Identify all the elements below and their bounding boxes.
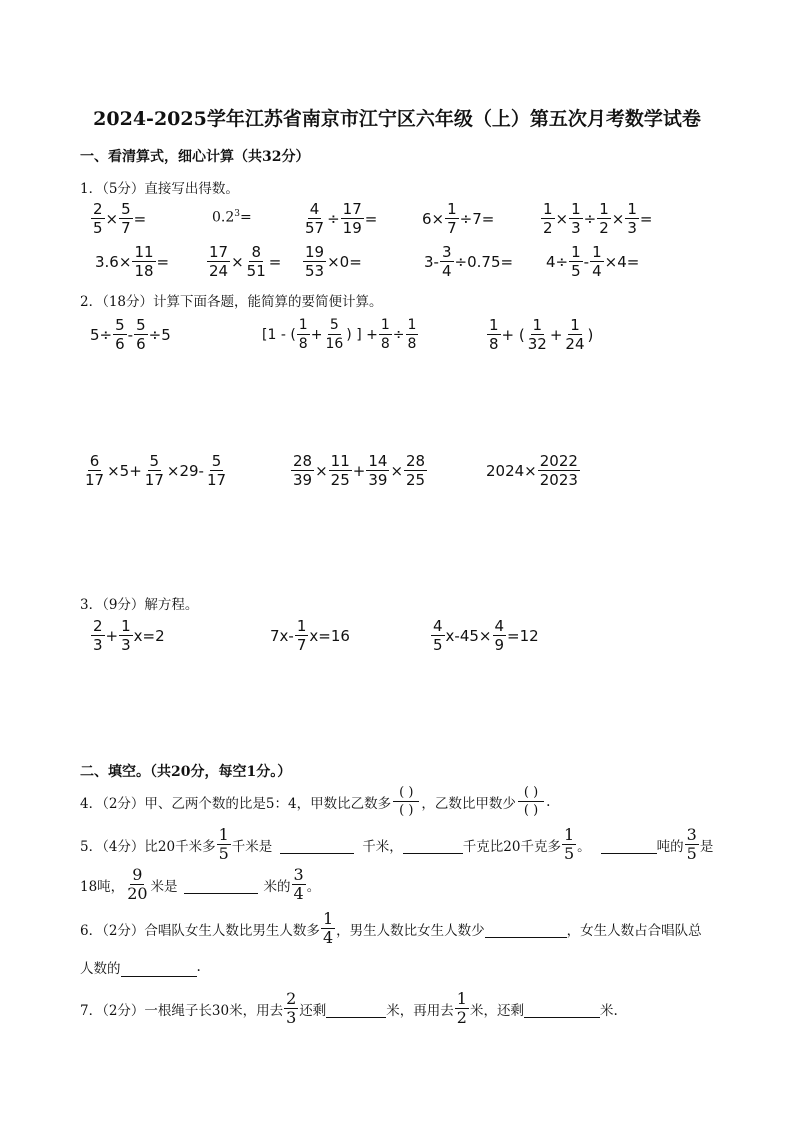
denominator: 57 — [305, 219, 325, 237]
q2-problem-6 — [486, 452, 581, 489]
middle: + ( — [501, 325, 525, 344]
operator: + — [352, 461, 366, 480]
q1-expr-5 — [540, 200, 653, 237]
denominator: 39 — [293, 471, 313, 489]
q5-text: 。 — [577, 838, 591, 855]
suffix: x=2 — [133, 626, 165, 645]
equals: = — [240, 209, 252, 226]
prefix: 2024× — [486, 461, 537, 480]
operator: - — [127, 325, 134, 344]
denominator: 7 — [296, 636, 307, 654]
operator: + — [105, 626, 119, 645]
denominator: 3 — [286, 1008, 297, 1027]
q5-text: 千米是 — [231, 838, 273, 855]
q5-text: 米的 — [263, 878, 291, 895]
denominator: 4 — [293, 884, 304, 903]
q1-expr-7 — [206, 243, 281, 280]
numerator: 1 — [121, 617, 131, 635]
prefix: 3 — [424, 252, 434, 271]
denominator: 4 — [592, 262, 602, 280]
paren-top: ( ) — [518, 784, 544, 802]
denominator: 3 — [627, 219, 637, 237]
operator: ÷ — [583, 209, 597, 228]
q5-blank-3[interactable] — [601, 835, 657, 854]
suffix: ×0= — [327, 252, 362, 271]
numerator: 4 — [494, 617, 505, 635]
denominator: 53 — [305, 262, 325, 280]
q7-text: 米，还剩 — [469, 1002, 524, 1019]
q4-blank-1[interactable] — [393, 784, 419, 819]
numerator: 1 — [592, 243, 602, 261]
numerator: 11 — [330, 452, 350, 470]
q7-text: 米，再用去 — [386, 1002, 454, 1019]
numerator: 9 — [132, 865, 143, 884]
denominator: 4 — [441, 262, 452, 280]
q6-text: . — [196, 959, 201, 975]
equals: = — [639, 209, 653, 228]
section-2-heading: 二、填空。（共20分，每空1分。） — [80, 764, 292, 780]
q6-text: 人数的 — [80, 961, 121, 977]
q2-problem-1 — [90, 316, 171, 353]
numerator: 5 — [211, 452, 222, 470]
question-6-line-2 — [80, 957, 201, 977]
numerator: 14 — [368, 452, 388, 470]
q4-end: . — [546, 793, 551, 810]
q5-text: 吨的 — [656, 838, 684, 855]
section-1-heading: 一、看清算式，细心计算（共32分） — [80, 149, 310, 165]
suffix: =12 — [507, 626, 539, 645]
numerator: 4 — [433, 617, 443, 635]
q5-blank-1[interactable] — [280, 835, 354, 854]
numerator: 6 — [89, 452, 100, 470]
denominator: 8 — [489, 335, 499, 353]
q1-expr-4 — [422, 200, 494, 237]
paren-bottom: ( ) — [399, 803, 414, 818]
middle: ×29- — [166, 461, 204, 480]
numerator: 5 — [136, 316, 146, 334]
q1-expr-6 — [95, 243, 169, 280]
denominator: 2 — [543, 219, 553, 237]
denominator: 7 — [447, 219, 457, 237]
q4-blank-2[interactable] — [518, 784, 544, 819]
q7-text: 还剩 — [299, 1002, 327, 1019]
denominator: 3 — [93, 636, 103, 654]
numerator: 1 — [218, 825, 229, 844]
prefix: [1 - ( — [262, 326, 296, 343]
denominator: 5 — [218, 844, 229, 863]
denominator: 6 — [115, 335, 125, 353]
prefix: 3.6× — [95, 252, 132, 271]
numerator: 1 — [543, 200, 553, 218]
operator: - — [583, 252, 590, 271]
q5-text: 千克比20千克多 — [462, 838, 561, 855]
q5-text: 。 — [306, 878, 321, 895]
equals: = — [268, 252, 282, 271]
numerator: 1 — [489, 316, 499, 334]
operator: × — [315, 461, 328, 480]
middle: ×5+ — [107, 461, 142, 480]
q6-blank-2[interactable] — [121, 958, 197, 977]
denominator: 39 — [368, 471, 388, 489]
denominator: 32 — [527, 335, 547, 353]
exponent: 3 — [234, 209, 240, 219]
equals: = — [133, 209, 147, 228]
q6-text: 6．（2分）合唱队女生人数比男生人数多 — [80, 922, 320, 939]
question-3-label: 3．（9分）解方程。 — [80, 597, 199, 613]
numerator: 3 — [686, 825, 697, 844]
numerator: 11 — [134, 243, 154, 261]
operator: ÷ — [327, 209, 340, 228]
prefix: 4÷ — [546, 252, 569, 271]
denominator: 25 — [406, 471, 426, 489]
q5-blank-2[interactable] — [403, 835, 463, 854]
denominator: 17 — [144, 471, 164, 489]
q5-text: 千米， — [362, 838, 403, 855]
numerator: 2 — [93, 617, 103, 635]
q6-text: ，男生人数比女生人数少 — [336, 922, 485, 939]
numerator: 5 — [149, 452, 160, 470]
operator: + — [310, 326, 323, 343]
numerator: 1 — [298, 317, 308, 333]
q7-text: 7．（2分）一根绳子长30米，用去 — [80, 1002, 284, 1019]
numerator: 17 — [209, 243, 229, 261]
q2-problem-5 — [290, 452, 428, 489]
q1-expr-1 — [90, 200, 146, 237]
numerator: 1 — [296, 617, 307, 635]
numerator: 3 — [441, 243, 452, 261]
q3-equation-2 — [270, 617, 350, 654]
denominator: 5 — [433, 636, 443, 654]
denominator: 51 — [246, 262, 266, 280]
numerator: 4 — [309, 200, 320, 218]
denominator: 5 — [93, 219, 103, 237]
q2-problem-3 — [486, 316, 593, 353]
question-2-label: 2．（18分）计算下面各题，能简算的要简便计算。 — [80, 294, 383, 310]
denominator: 25 — [330, 471, 350, 489]
suffix: ) — [587, 325, 594, 344]
operator: - — [433, 252, 439, 271]
denominator: 9 — [494, 636, 505, 654]
suffix: ÷5 — [148, 325, 171, 344]
prefix: 7x- — [270, 626, 294, 645]
denominator: 2 — [456, 1008, 467, 1027]
q4-text-1: 4．（2分）甲、乙两个数的比是5：4，甲数比乙数多 — [80, 795, 392, 812]
denominator: 8 — [380, 336, 390, 352]
q1-expr-10 — [546, 243, 639, 280]
numerator: 2 — [286, 989, 297, 1008]
denominator: 18 — [134, 262, 154, 280]
denominator: 2023 — [539, 471, 578, 489]
numerator: 1 — [627, 200, 637, 218]
q5-blank-4[interactable] — [184, 875, 258, 894]
denominator: 8 — [407, 336, 417, 352]
numerator: 5 — [329, 317, 339, 333]
q1-expr-8 — [302, 243, 362, 280]
operator: × — [611, 209, 625, 228]
numerator: 1 — [571, 243, 581, 261]
paren-top: ( ) — [393, 784, 419, 802]
denominator: 17 — [85, 471, 105, 489]
denominator: 8 — [298, 336, 308, 352]
q6-text: ，女生人数占合唱队总 — [566, 922, 702, 939]
denominator: 5 — [571, 262, 581, 280]
denominator: 20 — [127, 884, 148, 903]
suffix: ÷0.75= — [454, 252, 514, 271]
numerator: 1 — [532, 316, 543, 334]
numerator: 1 — [447, 200, 457, 218]
denominator: 4 — [322, 928, 334, 947]
q7-blank-1[interactable] — [326, 999, 386, 1018]
suffix: x=16 — [309, 626, 350, 645]
q5-text: 18吨， — [80, 878, 125, 895]
denominator: 5 — [563, 844, 575, 863]
question-7 — [80, 990, 618, 1027]
denominator: 24 — [209, 262, 229, 280]
q3-equation-1 — [90, 617, 165, 654]
equals: = — [156, 252, 170, 271]
denominator: 7 — [121, 219, 131, 237]
numerator: 1 — [563, 825, 575, 844]
denominator: 3 — [121, 636, 131, 654]
numerator: 1 — [456, 989, 467, 1008]
numerator: 1 — [571, 200, 581, 218]
suffix: ×4= — [604, 252, 640, 271]
denominator: 24 — [565, 335, 585, 353]
question-4 — [80, 784, 550, 819]
q6-blank-1[interactable] — [485, 919, 567, 938]
numerator: 1 — [570, 316, 580, 334]
suffix: ÷7= — [459, 209, 495, 228]
equals: = — [364, 209, 378, 228]
operator: × — [231, 252, 244, 271]
q1-expr-2 — [212, 209, 252, 226]
prefix: 6× — [422, 209, 445, 228]
numerator: 28 — [406, 452, 426, 470]
q1-expr-9 — [424, 243, 513, 280]
q5-text: 5．（4分）比20千米多 — [80, 838, 216, 855]
numerator: 1 — [407, 317, 417, 333]
numerator: 19 — [305, 243, 325, 261]
q3-equation-3 — [430, 617, 539, 654]
q1-expr-3 — [302, 200, 377, 237]
question-6-line-1 — [80, 910, 702, 947]
q2-problem-4 — [82, 452, 229, 489]
q5-text: 米是 — [150, 878, 178, 895]
denominator: 5 — [686, 844, 697, 863]
q2-problem-2 — [262, 316, 419, 353]
question-5-line-1 — [80, 826, 713, 863]
numerator: 2022 — [539, 452, 578, 470]
q7-text: 米. — [599, 1002, 618, 1019]
numerator: 17 — [342, 200, 362, 218]
operator: ÷ — [392, 326, 405, 343]
q4-text-2: ，乙数比甲数少 — [421, 795, 516, 812]
numerator: 3 — [293, 865, 304, 884]
denominator: 17 — [206, 471, 227, 489]
question-1-label: 1．（5分）直接写出得数。 — [80, 181, 239, 197]
base: 0.2 — [212, 209, 235, 226]
numerator: 1 — [599, 200, 609, 218]
numerator: 5 — [121, 200, 131, 218]
question-5-line-2 — [80, 866, 320, 903]
numerator: 5 — [115, 316, 125, 334]
numerator: 28 — [293, 452, 313, 470]
prefix: 5÷ — [90, 325, 113, 344]
q5-text: 是 — [699, 838, 714, 855]
numerator: 1 — [380, 317, 390, 333]
numerator: 1 — [322, 909, 334, 928]
denominator: 6 — [136, 335, 146, 353]
middle: x-45× — [445, 626, 492, 645]
denominator: 16 — [325, 336, 344, 352]
page-title: 2024-2025学年江苏省南京市江宁区六年级（上）第五次月考数学试卷 — [93, 108, 701, 130]
q7-blank-2[interactable] — [524, 999, 600, 1018]
paren-bottom: ( ) — [523, 803, 539, 818]
numerator: 2 — [93, 200, 103, 218]
denominator: 2 — [599, 219, 609, 237]
numerator: 8 — [251, 243, 261, 261]
middle: ) ] + — [346, 326, 378, 343]
denominator: 3 — [571, 219, 581, 237]
operator: × — [105, 209, 119, 228]
operator: × — [390, 461, 404, 480]
denominator: 19 — [342, 219, 362, 237]
operator: × — [555, 209, 569, 228]
operator: + — [549, 325, 563, 344]
